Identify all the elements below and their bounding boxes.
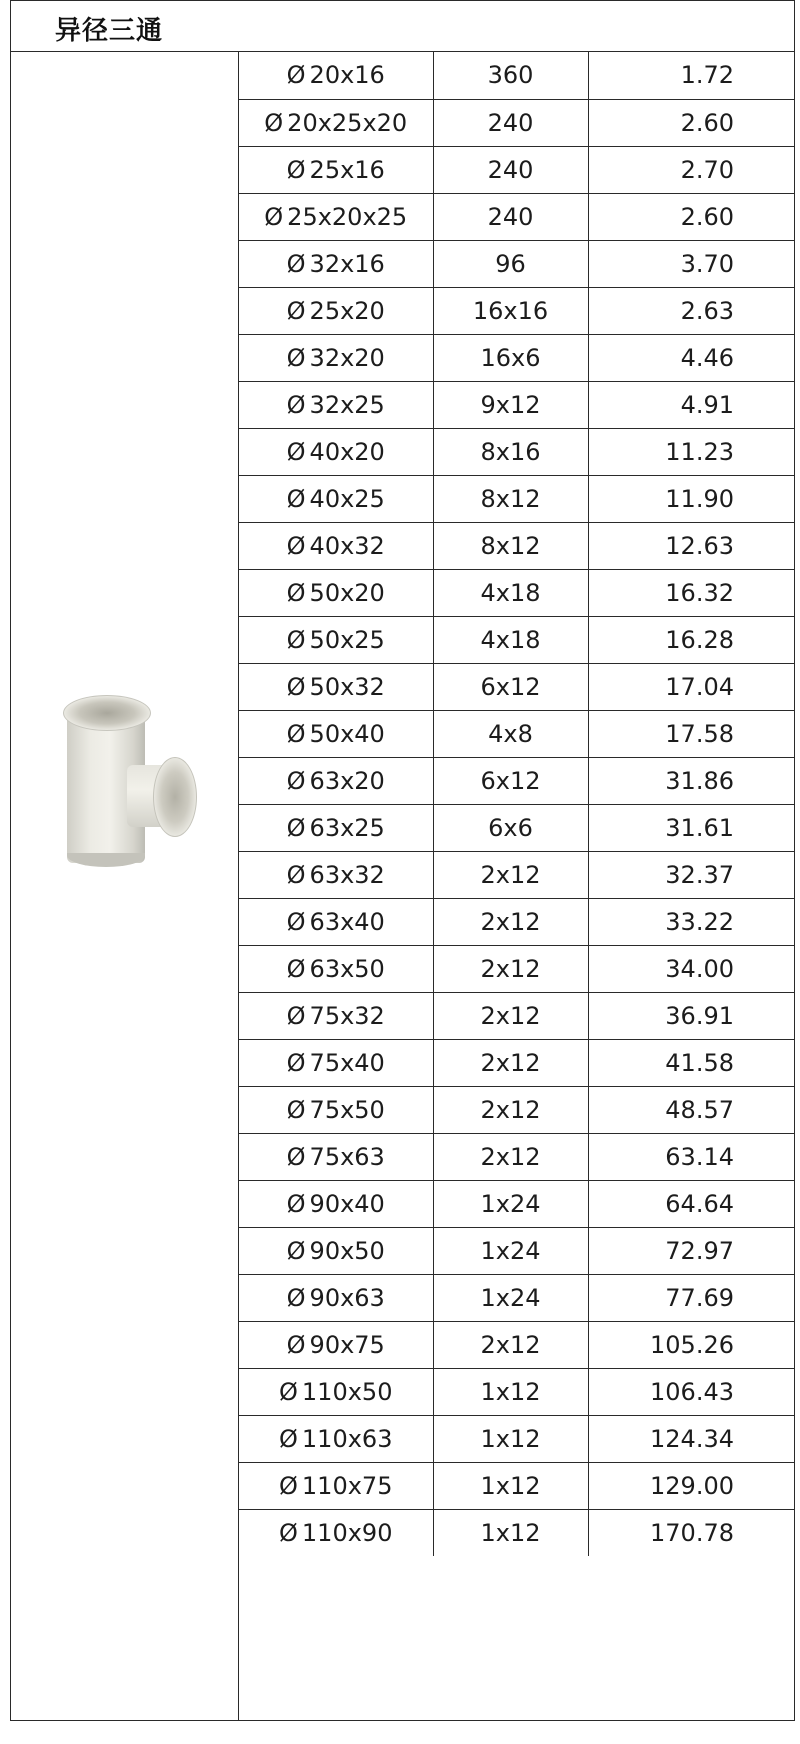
pack-cell: 9x12 xyxy=(433,381,588,428)
product-image-cell xyxy=(11,52,239,1720)
spec-value: 32x25 xyxy=(309,390,385,419)
spec-cell xyxy=(239,945,433,992)
pack-cell: 4x18 xyxy=(433,616,588,663)
spec-value: 40x25 xyxy=(309,484,385,513)
spec-value: 90x50 xyxy=(309,1236,385,1265)
diameter-symbol: Ø xyxy=(286,578,306,607)
spec-value: 32x16 xyxy=(309,249,385,278)
price-cell: 48.57 xyxy=(588,1086,794,1133)
table-row xyxy=(239,1368,794,1415)
price-cell: 16.28 xyxy=(588,616,794,663)
pack-cell: 1x24 xyxy=(433,1180,588,1227)
spec-value: 90x75 xyxy=(309,1330,385,1359)
table-row xyxy=(239,193,794,240)
table-row xyxy=(239,1321,794,1368)
diameter-symbol: Ø xyxy=(286,1048,306,1077)
spec-value: 110x63 xyxy=(301,1424,393,1453)
diameter-symbol: Ø xyxy=(286,61,306,90)
pack-cell: 240 xyxy=(433,146,588,193)
reducing-tee-icon xyxy=(53,687,203,872)
price-cell: 31.86 xyxy=(588,757,794,804)
diameter-symbol: Ø xyxy=(286,390,306,419)
diameter-symbol: Ø xyxy=(279,1377,298,1406)
spec-value: 90x63 xyxy=(309,1283,385,1312)
pack-cell: 240 xyxy=(433,193,588,240)
diameter-symbol: Ø xyxy=(279,1518,298,1547)
pack-cell: 16x16 xyxy=(433,287,588,334)
table-row xyxy=(239,52,794,99)
table-row xyxy=(239,146,794,193)
diameter-symbol: Ø xyxy=(286,1142,306,1171)
spec-value: 25x20x25 xyxy=(287,202,408,231)
table-row xyxy=(239,1086,794,1133)
spec-cell xyxy=(239,1415,433,1462)
spec-cell xyxy=(239,663,433,710)
table-row xyxy=(239,1227,794,1274)
spec-cell xyxy=(239,146,433,193)
spec-value: 40x20 xyxy=(309,437,385,466)
table-row xyxy=(239,945,794,992)
spec-value: 20x25x20 xyxy=(287,108,408,137)
pack-cell: 8x16 xyxy=(433,428,588,475)
spec-value: 90x40 xyxy=(309,1189,385,1218)
diameter-symbol: Ø xyxy=(286,625,306,654)
table-row xyxy=(239,1274,794,1321)
spec-value: 63x20 xyxy=(309,766,385,795)
price-cell: 11.23 xyxy=(588,428,794,475)
title-bar xyxy=(11,1,794,52)
pack-cell: 1x24 xyxy=(433,1227,588,1274)
spec-cell xyxy=(239,569,433,616)
price-cell: 33.22 xyxy=(588,898,794,945)
pack-cell: 1x12 xyxy=(433,1415,588,1462)
spec-cell xyxy=(239,99,433,146)
spec-value: 75x63 xyxy=(309,1142,385,1171)
price-cell: 129.00 xyxy=(588,1462,794,1509)
price-cell: 2.63 xyxy=(588,287,794,334)
spec-value: 63x50 xyxy=(309,954,385,983)
table-row xyxy=(239,804,794,851)
spec-cell xyxy=(239,1180,433,1227)
table-row xyxy=(239,898,794,945)
diameter-symbol: Ø xyxy=(279,1471,298,1500)
diameter-symbol: Ø xyxy=(286,296,306,325)
tee-bottom xyxy=(67,853,145,867)
diameter-symbol: Ø xyxy=(286,531,306,560)
pack-cell: 1x12 xyxy=(433,1368,588,1415)
table-row xyxy=(239,287,794,334)
spec-value: 63x32 xyxy=(309,860,385,889)
pack-cell: 2x12 xyxy=(433,851,588,898)
price-cell: 2.70 xyxy=(588,146,794,193)
spec-value: 110x50 xyxy=(301,1377,393,1406)
spec-cell xyxy=(239,334,433,381)
pack-cell: 8x12 xyxy=(433,522,588,569)
spec-cell xyxy=(239,992,433,1039)
pack-cell: 2x12 xyxy=(433,992,588,1039)
price-cell: 64.64 xyxy=(588,1180,794,1227)
price-sheet xyxy=(10,0,795,1721)
pack-cell: 2x12 xyxy=(433,1321,588,1368)
diameter-symbol: Ø xyxy=(286,766,306,795)
diameter-symbol: Ø xyxy=(286,719,306,748)
spec-value: 50x25 xyxy=(309,625,385,654)
diameter-symbol: Ø xyxy=(286,1095,306,1124)
table-row xyxy=(239,1039,794,1086)
spec-value: 25x20 xyxy=(309,296,385,325)
tee-branch-opening xyxy=(153,757,197,837)
spec-value: 110x75 xyxy=(301,1471,393,1500)
price-cell: 170.78 xyxy=(650,1518,734,1547)
spec-cell xyxy=(239,522,433,569)
pack-cell: 8x12 xyxy=(433,475,588,522)
price-cell: 36.91 xyxy=(588,992,794,1039)
spec-cell xyxy=(239,193,433,240)
price-cell: 106.43 xyxy=(588,1368,794,1415)
price-cell: 63.14 xyxy=(588,1133,794,1180)
table-row xyxy=(239,1180,794,1227)
price-cell: 16.32 xyxy=(588,569,794,616)
table-row xyxy=(239,475,794,522)
pack-cell: 2x12 xyxy=(433,1133,588,1180)
diameter-symbol: Ø xyxy=(264,202,284,231)
price-cell: 41.58 xyxy=(588,1039,794,1086)
spec-value: 50x20 xyxy=(309,578,385,607)
table-row xyxy=(239,992,794,1039)
diameter-symbol: Ø xyxy=(264,108,284,137)
spec-cell xyxy=(239,1368,433,1415)
price-cell: 17.58 xyxy=(588,710,794,757)
price-cell: 105.26 xyxy=(588,1321,794,1368)
spec-cell xyxy=(239,240,433,287)
spec-value: 32x20 xyxy=(309,343,385,372)
spec-value: 50x40 xyxy=(309,719,385,748)
spec-cell xyxy=(239,52,433,99)
table-row xyxy=(239,616,794,663)
diameter-symbol: Ø xyxy=(286,813,306,842)
diameter-symbol: Ø xyxy=(286,954,306,983)
price-cell: 32.37 xyxy=(588,851,794,898)
diameter-symbol: Ø xyxy=(286,343,306,372)
price-cell: 2.60 xyxy=(588,99,794,146)
spec-value: 63x25 xyxy=(309,813,385,842)
spec-cell xyxy=(239,851,433,898)
spec-cell xyxy=(239,898,433,945)
diameter-symbol: Ø xyxy=(286,249,306,278)
pack-cell: 2x12 xyxy=(433,898,588,945)
diameter-symbol: Ø xyxy=(286,155,306,184)
spec-table xyxy=(239,52,794,1556)
pack-cell: 96 xyxy=(433,240,588,287)
spec-cell xyxy=(239,804,433,851)
pack-cell: 1x24 xyxy=(433,1274,588,1321)
table-row xyxy=(239,381,794,428)
price-cell: 12.63 xyxy=(588,522,794,569)
diameter-symbol: Ø xyxy=(286,484,306,513)
table-row xyxy=(239,334,794,381)
table-row xyxy=(239,1133,794,1180)
price-cell: 2.60 xyxy=(588,193,794,240)
spec-cell xyxy=(239,287,433,334)
price-cell: 34.00 xyxy=(588,945,794,992)
pack-cell: 6x12 xyxy=(433,757,588,804)
spec-cell xyxy=(239,710,433,757)
spec-cell xyxy=(239,1462,433,1509)
pack-cell: 2x12 xyxy=(433,945,588,992)
table-row xyxy=(239,99,794,146)
table-row xyxy=(239,1415,794,1462)
pack-cell: 6x12 xyxy=(433,663,588,710)
diameter-symbol: Ø xyxy=(286,1189,306,1218)
table-row xyxy=(239,851,794,898)
spec-cell xyxy=(239,428,433,475)
table-row xyxy=(239,1462,794,1509)
spec-cell xyxy=(239,757,433,804)
spec-cell xyxy=(239,1227,433,1274)
spec-value: 20x16 xyxy=(309,61,385,90)
price-cell: 4.46 xyxy=(588,334,794,381)
spec-value: 40x32 xyxy=(309,531,385,560)
spec-value: 25x16 xyxy=(309,155,385,184)
pack-cell: 1x12 xyxy=(433,1462,588,1509)
spec-cell xyxy=(239,1509,433,1556)
diameter-symbol: Ø xyxy=(286,437,306,466)
spec-cell xyxy=(239,616,433,663)
table-row xyxy=(239,428,794,475)
table-row xyxy=(239,663,794,710)
spec-cell xyxy=(239,1274,433,1321)
pack-cell: 2x12 xyxy=(433,1086,588,1133)
spec-cell xyxy=(239,1086,433,1133)
spec-cell xyxy=(239,381,433,428)
spec-value: 50x32 xyxy=(309,672,385,701)
spec-value: 110x90 xyxy=(301,1518,393,1547)
price-cell: 4.91 xyxy=(588,381,794,428)
diameter-symbol: Ø xyxy=(286,1001,306,1030)
tee-top-opening xyxy=(63,695,151,731)
price-cell: 124.34 xyxy=(588,1415,794,1462)
spec-cell xyxy=(239,1133,433,1180)
price-cell: 77.69 xyxy=(588,1274,794,1321)
diameter-symbol: Ø xyxy=(286,1283,306,1312)
diameter-symbol: Ø xyxy=(286,907,306,936)
spec-cell xyxy=(239,475,433,522)
pack-cell: 2x12 xyxy=(433,1039,588,1086)
product-title: 异径三通 xyxy=(55,16,164,46)
price-cell: 1.72 xyxy=(588,52,794,99)
pack-cell: 4x18 xyxy=(433,569,588,616)
pack-cell: 1x12 xyxy=(433,1509,588,1556)
table-row xyxy=(239,710,794,757)
pack-cell: 240 xyxy=(433,99,588,146)
diameter-symbol: Ø xyxy=(279,1424,298,1453)
table-row xyxy=(239,1509,794,1556)
diameter-symbol: Ø xyxy=(286,1330,306,1359)
diameter-symbol: Ø xyxy=(286,860,306,889)
diameter-symbol: Ø xyxy=(286,672,306,701)
pack-cell: 4x8 xyxy=(433,710,588,757)
price-cell: 17.04 xyxy=(588,663,794,710)
spec-value: 75x32 xyxy=(309,1001,385,1030)
table-row xyxy=(239,757,794,804)
price-cell: 31.61 xyxy=(588,804,794,851)
table-row xyxy=(239,569,794,616)
price-cell: 3.70 xyxy=(588,240,794,287)
spec-cell xyxy=(239,1039,433,1086)
spec-value: 75x40 xyxy=(309,1048,385,1077)
spec-value: 75x50 xyxy=(309,1095,385,1124)
table-row xyxy=(239,522,794,569)
pack-cell: 360 xyxy=(433,52,588,99)
price-cell: 72.97 xyxy=(588,1227,794,1274)
price-cell: 11.90 xyxy=(588,475,794,522)
pack-cell: 16x6 xyxy=(433,334,588,381)
spec-value: 63x40 xyxy=(309,907,385,936)
spec-table-body xyxy=(239,52,794,1556)
pack-cell: 6x6 xyxy=(433,804,588,851)
diameter-symbol: Ø xyxy=(286,1236,306,1265)
spec-cell xyxy=(239,1321,433,1368)
table-row xyxy=(239,240,794,287)
